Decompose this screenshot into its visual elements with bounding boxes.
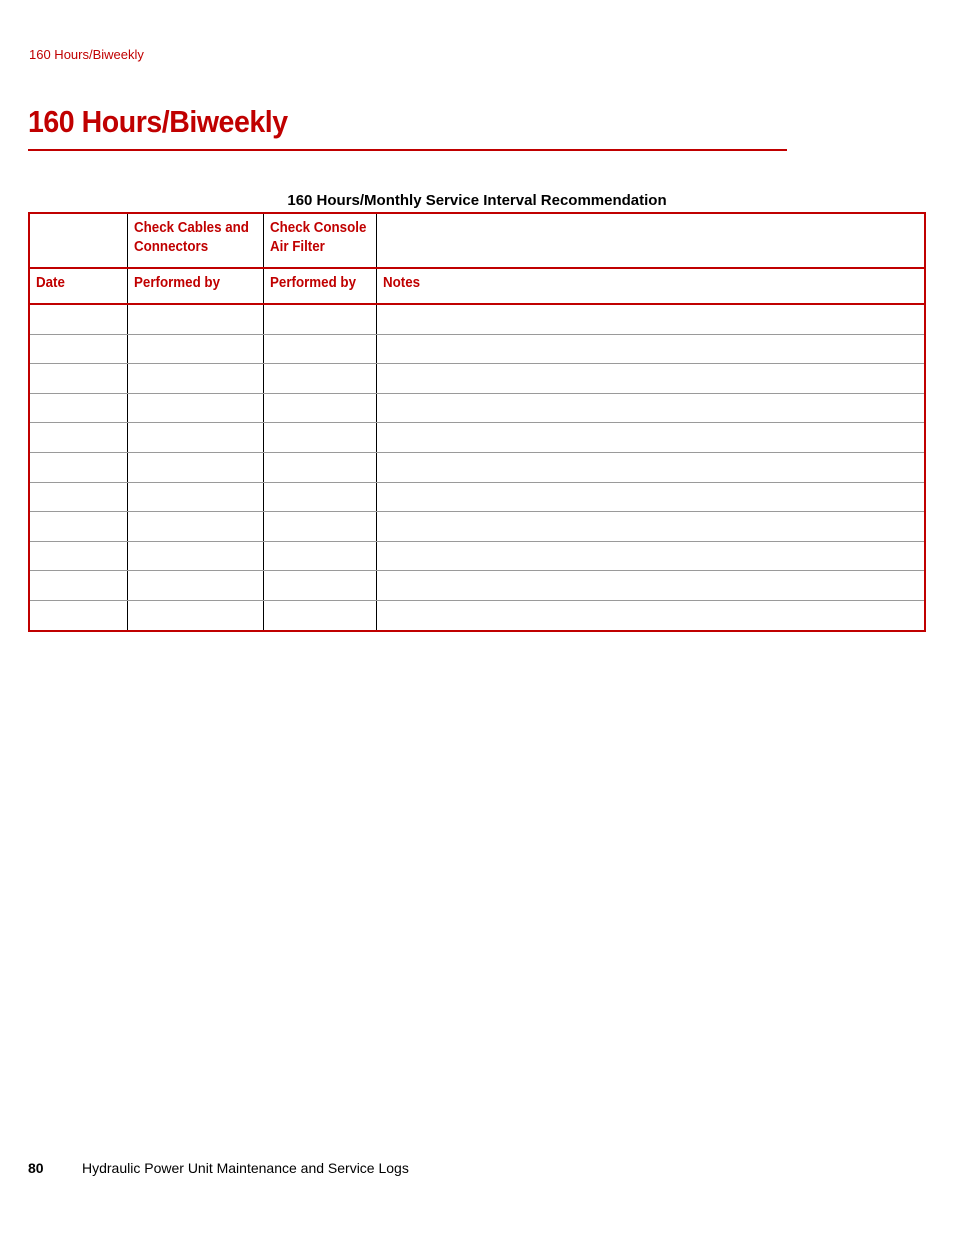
table-cell [29, 512, 127, 542]
table-cell [29, 423, 127, 453]
table-cell [127, 512, 263, 542]
page-title: 160 Hours/Biweekly [28, 104, 288, 139]
running-header: 160 Hours/Biweekly [29, 47, 144, 62]
footer-document-title: Hydraulic Power Unit Maintenance and Service Logs [82, 1160, 409, 1176]
table-cell [29, 452, 127, 482]
table-row [29, 571, 925, 601]
table-cell [29, 364, 127, 394]
table-cell [29, 482, 127, 512]
table-cell [263, 334, 376, 364]
table-cell [127, 364, 263, 394]
table-cell [263, 393, 376, 423]
column-header-date: Date [29, 268, 127, 304]
table-row [29, 541, 925, 571]
table-cell [127, 452, 263, 482]
table-cell [127, 304, 263, 334]
table-cell [127, 541, 263, 571]
column-label-row [29, 268, 925, 304]
column-header-performed-by: Performed by [127, 268, 263, 304]
table-row [29, 482, 925, 512]
table-cell [376, 364, 925, 394]
table-row [29, 364, 925, 394]
table-cell [376, 452, 925, 482]
table-cell [263, 600, 376, 630]
table-cell [29, 334, 127, 364]
table-cell [376, 512, 925, 542]
title-rule [28, 149, 787, 151]
table-cell [127, 334, 263, 364]
table-cell [127, 423, 263, 453]
table-cell [376, 571, 925, 601]
table-cell [127, 482, 263, 512]
table-cell [376, 393, 925, 423]
table-row [29, 600, 925, 630]
table-cell [263, 423, 376, 453]
table-cell [376, 334, 925, 364]
task-header-cell [376, 213, 925, 268]
service-log-table [28, 212, 926, 632]
table-row [29, 512, 925, 542]
table-cell [127, 393, 263, 423]
column-header-performed-by: Performed by [263, 268, 376, 304]
table-row [29, 304, 925, 334]
task-header-cell [263, 213, 376, 268]
task-header-cell [29, 213, 127, 268]
table-row [29, 452, 925, 482]
check-console-header: Check Console Air Filter [269, 220, 366, 255]
table-caption: 160 Hours/Monthly Service Interval Recommendation [287, 192, 667, 209]
table-cell [263, 482, 376, 512]
table-cell [263, 452, 376, 482]
table-cell [29, 541, 127, 571]
task-header-cell [127, 213, 263, 268]
table-cell [263, 512, 376, 542]
table-cell [376, 423, 925, 453]
table-row [29, 334, 925, 364]
table-cell [263, 364, 376, 394]
check-cables-header: Check Cables and Connectors [133, 220, 249, 255]
table-cell [376, 304, 925, 334]
table-cell [127, 571, 263, 601]
table-row [29, 423, 925, 453]
footer-page-number: 80 [28, 1160, 44, 1176]
table-cell [376, 600, 925, 630]
table-row [29, 393, 925, 423]
task-header-row [29, 213, 925, 268]
table-cell [127, 600, 263, 630]
table-cell [376, 541, 925, 571]
column-header-notes: Notes [376, 268, 925, 304]
table-cell [376, 482, 925, 512]
table-cell [263, 541, 376, 571]
table-cell [29, 571, 127, 601]
table-cell [29, 304, 127, 334]
table-cell [29, 600, 127, 630]
table-cell [263, 304, 376, 334]
table-cell [29, 393, 127, 423]
table-cell [263, 571, 376, 601]
